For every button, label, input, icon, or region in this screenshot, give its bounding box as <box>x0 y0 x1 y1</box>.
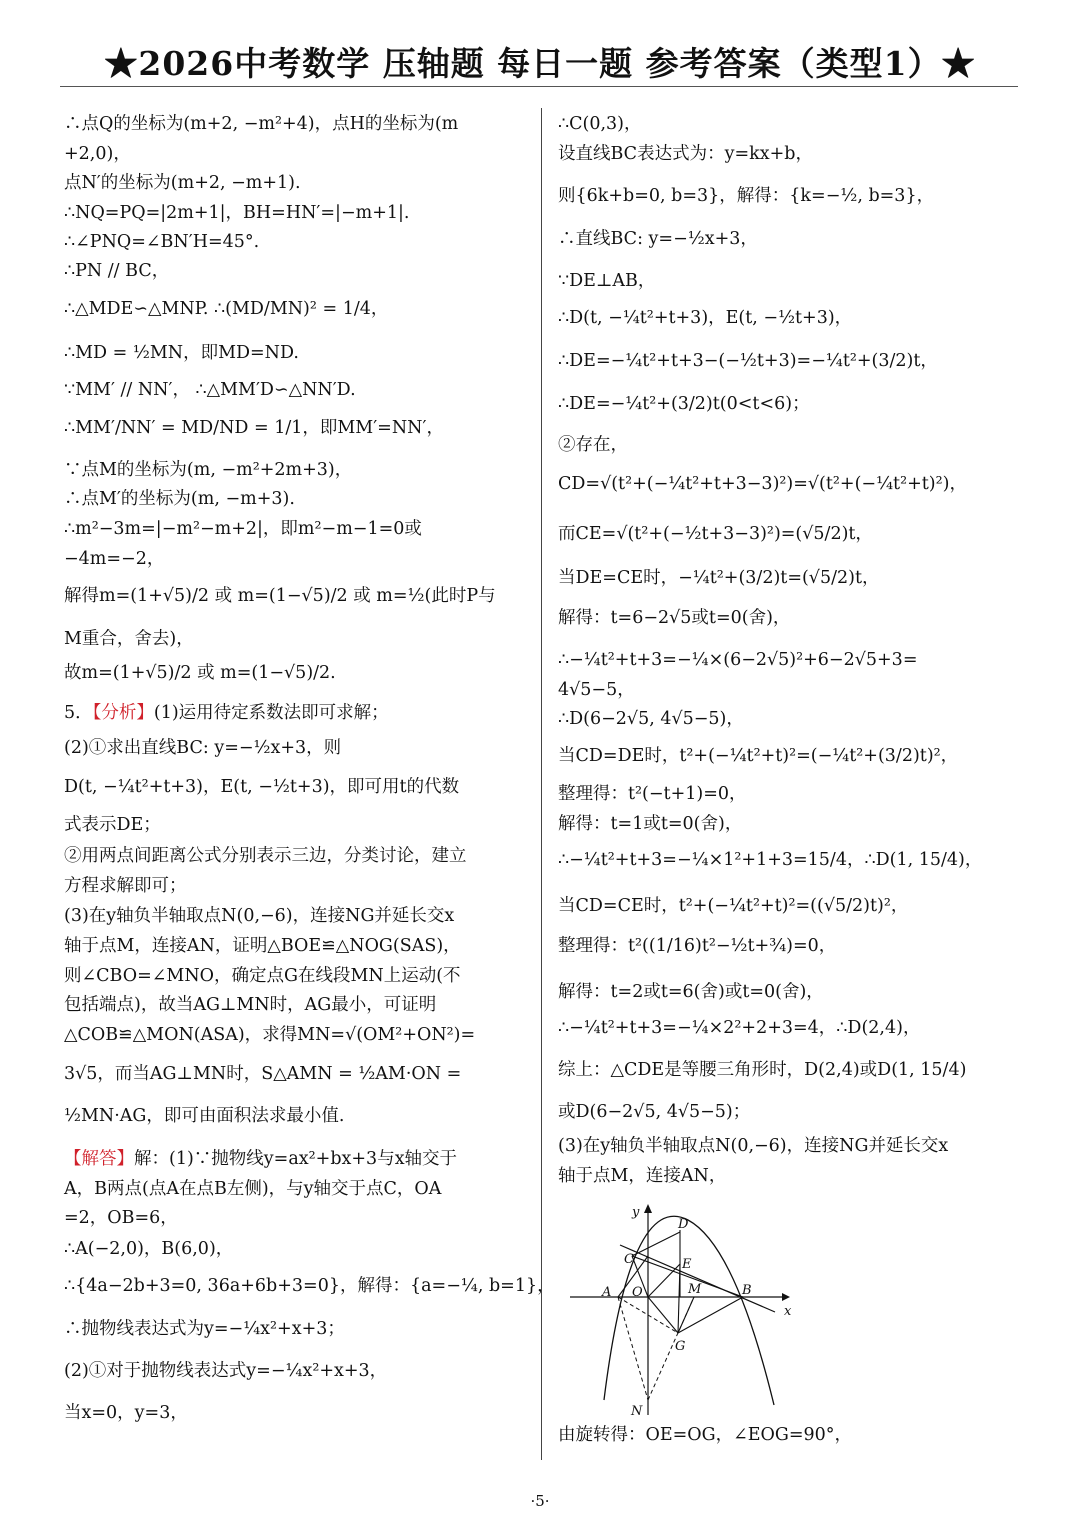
text-line: 式表示DE； <box>64 815 161 835</box>
text-line: 轴于点M，连接AN，证明△BOE≌△NOG(SAS)， <box>64 936 461 956</box>
text-line: 当CD=CE时，t²+(−¼t²+t)²=((√5/2)t)²， <box>558 896 909 916</box>
x-axis-arrow <box>782 1293 790 1301</box>
text-line: ∴NQ=PQ=|2m+1|，BH=HN′=|−m+1|. <box>64 203 410 223</box>
text-line: −4m=−2， <box>64 549 165 569</box>
segment-og <box>648 1297 678 1333</box>
text-line: 当CD=DE时，t²+(−¼t²+t)²=(−¼t²+(3/2)t)²， <box>558 746 959 766</box>
segment-cd <box>632 1232 680 1256</box>
label-b: B <box>742 1283 752 1298</box>
text-line: (3)在y轴负半轴取点N(0,−6)，连接NG并延长交x <box>64 906 455 926</box>
text-line: 则{6k+b=0, b=3}，解得：{k=−½, b=3}， <box>558 186 935 206</box>
label-a: A <box>602 1285 612 1300</box>
text-line: 5．【分析】(1)运用待定系数法即可求解； <box>64 703 389 723</box>
geometry-figure <box>560 1200 800 1422</box>
text-line: ∴∠PNQ=∠BN′H=45°. <box>64 232 260 252</box>
text-line: (3)在y轴负半轴取点N(0,−6)，连接NG并延长交x <box>558 1136 949 1156</box>
text-line: 当x=0，y=3， <box>64 1403 188 1423</box>
text-line: ∵MM′ // NN′， ∴△MM′D∽△NN′D. <box>64 380 356 400</box>
text-line: (2)①求出直线BC: y=−½x+3，则 <box>64 738 342 758</box>
text-line: ∴点M′的坐标为(m, −m+3). <box>64 489 295 509</box>
segment-oe <box>648 1264 680 1297</box>
text-line: 轴于点M，连接AN， <box>558 1166 727 1186</box>
text-line: 故m=(1+√5)/2 或 m=(1−√5)/2. <box>64 663 336 683</box>
text-line: ∴{4a−2b+3=0, 36a+6b+3=0}，解得：{a=−¼, b=1}， <box>64 1276 555 1296</box>
text-line: ∴DE=−¼t²+(3/2)t(0<t<6)； <box>558 394 810 414</box>
label-x: x <box>784 1304 792 1319</box>
text-line: ∴MM′/NN′ = MD/ND = 1/1，即MM′=NN′， <box>64 418 444 438</box>
text-line: 点N′的坐标为(m+2, −m+1). <box>64 173 301 193</box>
text-line: D(t, −¼t²+t+3)，E(t, −½t+3)，即可用t的代数 <box>64 777 460 797</box>
label-d: D <box>678 1217 689 1232</box>
text-line: ∴−¼t²+t+3=−¼×(6−2√5)²+6−2√5+3= <box>558 650 918 670</box>
text-line: ②用两点间距离公式分别表示三边，分类讨论，建立 <box>64 846 467 866</box>
text-line: ∴A(−2,0)，B(6,0)， <box>64 1239 234 1259</box>
text-line: 设直线BC表达式为：y=kx+b， <box>558 144 813 164</box>
text-line: ∴DE=−¼t²+t+3−(−½t+3)=−¼t²+(3/2)t， <box>558 351 938 371</box>
segment-eg <box>678 1264 680 1333</box>
text-line: ∴PN // BC， <box>64 261 170 281</box>
text-line: A，B两点(点A在点B左侧)，与y轴交于点C，OA <box>64 1179 442 1199</box>
text-line: M重合，舍去)， <box>64 629 194 649</box>
text-line: 方程求解即可； <box>64 876 187 896</box>
y-axis-arrow <box>644 1204 652 1213</box>
label-n: N <box>631 1404 643 1419</box>
column-divider <box>541 108 542 1460</box>
text-line: 整理得：t²((1/16)t²−½t+¾)=0， <box>558 936 837 956</box>
text-line: 综上：△CDE是等腰三角形时，D(2,4)或D(1, 15/4) <box>558 1060 967 1080</box>
label-g: G <box>675 1339 686 1354</box>
text-line: 解得：t=6−2√5或t=0(舍)， <box>558 608 791 628</box>
segment-gm <box>678 1297 694 1333</box>
text-line: ∵DE⊥AB， <box>558 271 656 291</box>
text-line: ∴MD = ½MN，即MD=ND. <box>64 343 299 363</box>
parabola <box>604 1216 774 1405</box>
text-line: 由旋转得：OE=OG，∠EOG=90°， <box>558 1425 853 1445</box>
text-line: 当DE=CE时，−¼t²+(3/2)t=(√5/2)t， <box>558 568 880 588</box>
text-line: ∵点M的坐标为(m, −m²+2m+3)， <box>64 460 353 480</box>
text-line: ∴抛物线表达式为y=−¼x²+x+3； <box>64 1319 345 1339</box>
text-line: 解得：t=1或t=0(舍)， <box>558 814 743 834</box>
label-m: M <box>688 1282 702 1297</box>
text-line: 【解答】解：(1)∵抛物线y=ax²+bx+3与x轴交于 <box>64 1149 458 1169</box>
text-line: 4√5−5， <box>558 680 635 700</box>
text-line: ½MN·AG，即可由面积法求最小值. <box>64 1106 345 1126</box>
text-line: ∴−¼t²+t+3=−¼×1²+1+3=15/4，∴D(1, 15/4)， <box>558 850 983 870</box>
text-line: ∴m²−3m=|−m²−m+2|，即m²−m−1=0或 <box>64 519 422 539</box>
text-line: 解得：t=2或t=6(舍)或t=0(舍)， <box>558 982 824 1002</box>
text-line: 解得m=(1+√5)/2 或 m=(1−√5)/2 或 m=½(此时P与 <box>64 586 496 606</box>
text-line: ∴−¼t²+t+3=−¼×2²+2+3=4，∴D(2,4)， <box>558 1018 921 1038</box>
label-o: O <box>632 1285 643 1300</box>
text-line: 包括端点)，故当AG⊥MN时，AG最小，可证明 <box>64 995 437 1015</box>
label-y: y <box>632 1205 640 1220</box>
text-line: =2，OB=6， <box>64 1208 178 1228</box>
label-e: E <box>682 1257 692 1272</box>
text-line: ∴D(t, −¼t²+t+3)，E(t, −½t+3)， <box>558 308 853 328</box>
text-line: 或D(6−2√5, 4√5−5)； <box>558 1102 751 1122</box>
text-line: +2,0)， <box>64 144 131 164</box>
text-line: ∴D(6−2√5, 4√5−5)， <box>558 709 744 729</box>
text-line: CD=√(t²+(−¼t²+t+3−3)²)=√(t²+(−¼t²+t)²)， <box>558 474 967 494</box>
keyword-highlight: 【解答】 <box>64 1149 134 1169</box>
label-c: C <box>624 1252 634 1267</box>
text-line: ∴C(0,3)， <box>558 114 642 134</box>
page-title: ★2026中考数学 压轴题 每日一题 参考答案（类型1）★ <box>104 44 976 83</box>
keyword-highlight: 【分析】 <box>92 703 154 723</box>
text-line: 3√5，而当AG⊥MN时，S△AMN = ½AM·ON = <box>64 1064 462 1084</box>
title-rule <box>60 86 1018 87</box>
text-line: △COB≌△MON(ASA)，求得MN=√(OM²+ON²)= <box>64 1025 476 1045</box>
text-line: 则∠CBO=∠MNO，确定点G在线段MN上运动(不 <box>64 966 461 986</box>
text-line: (2)①对于抛物线表达式y=−¼x²+x+3， <box>64 1361 388 1381</box>
text-line: ∴点Q的坐标为(m+2, −m²+4)，点H的坐标为(m <box>64 114 459 134</box>
text-line: 整理得：t²(−t+1)=0， <box>558 784 747 804</box>
text-line: 而CE=√(t²+(−½t+3−3)²)=(√5/2)t， <box>558 524 873 544</box>
segment-bg <box>678 1297 743 1333</box>
line-bc <box>620 1245 775 1312</box>
text-line: ∴直线BC: y=−½x+3， <box>558 229 758 249</box>
text-line: ∴△MDE∽△MNP. ∴(MD/MN)² = 1/4， <box>64 299 389 319</box>
page-number: ·5· <box>530 1492 550 1510</box>
text-line: ②存在， <box>558 435 628 455</box>
